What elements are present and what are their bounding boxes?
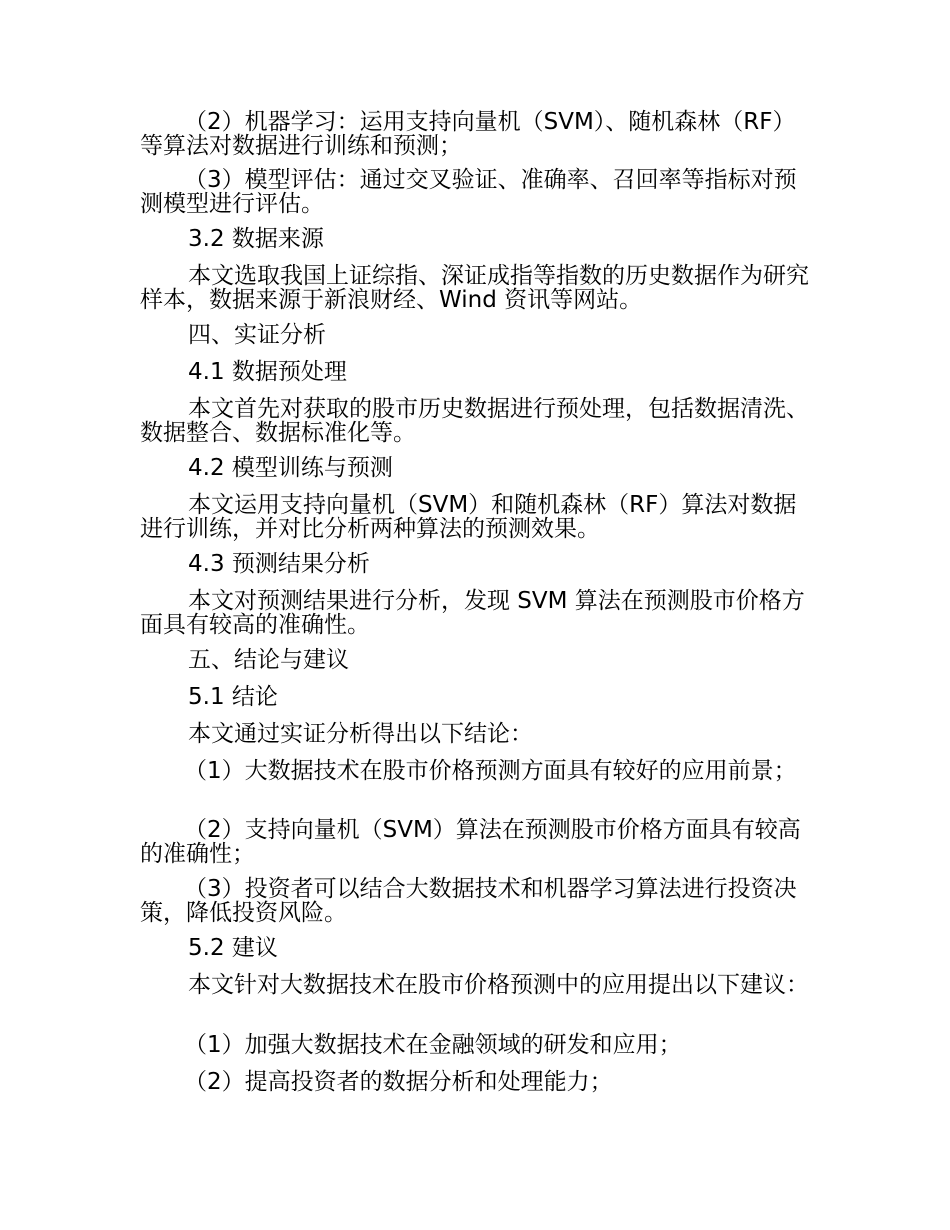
heading-4-1: 4.1 数据预处理 — [188, 359, 347, 385]
paragraph-conclusion-1: （1）大数据技术在股市价格预测方面具有较好的应用前景； — [184, 758, 797, 784]
paragraph-conclusion-2: （2）支持向量机（SVM）算法在预测股市价格方面具有较高的准确性； — [140, 817, 801, 867]
paragraph-data-source: 本文选取我国上证综指、深证成指等指数的历史数据作为研究样本，数据来源于新浪财经、Wind 资讯等网站。 — [140, 263, 809, 313]
paragraph-model-eval-step: （3）模型评估：通过交叉验证、准确率、召回率等指标对预测模型进行评估。 — [140, 167, 797, 217]
heading-4-3: 4.3 预测结果分析 — [188, 551, 370, 577]
paragraph-suggestion-1: （1）加强大数据技术在金融领域的研发和应用； — [184, 1032, 682, 1058]
paragraph-preprocessing: 本文首先对获取的股市历史数据进行预处理，包括数据清洗、数据整合、数据标准化等。 — [140, 396, 809, 446]
heading-5-2: 5.2 建议 — [188, 935, 278, 961]
paragraph-conclusion-3: （3）投资者可以结合大数据技术和机器学习算法进行投资决策，降低投资风险。 — [140, 876, 797, 926]
paragraph-conclusion-intro: 本文通过实证分析得出以下结论： — [188, 721, 533, 747]
paragraph-suggestion-intro: 本文针对大数据技术在股市价格预测中的应用提出以下建议： — [188, 972, 809, 998]
heading-3-2: 3.2 数据来源 — [188, 226, 324, 252]
paragraph-suggestion-2: （2）提高投资者的数据分析和处理能力； — [184, 1069, 613, 1095]
paragraph-ml-step: （2）机器学习：运用支持向量机（SVM）、随机森林（RF）等算法对数据进行训练和预测； — [140, 109, 796, 159]
heading-section-4: 四、实证分析 — [188, 322, 326, 348]
heading-4-2: 4.2 模型训练与预测 — [188, 455, 393, 481]
paragraph-training: 本文运用支持向量机（SVM）和随机森林（RF）算法对数据进行训练，并对比分析两种算法的预测效果。 — [140, 492, 797, 542]
paragraph-result-analysis: 本文对预测结果进行分析，发现 SVM 算法在预测股市价格方面具有较高的准确性。 — [140, 588, 805, 638]
heading-5-1: 5.1 结论 — [188, 684, 278, 710]
heading-section-5: 五、结论与建议 — [188, 647, 349, 673]
